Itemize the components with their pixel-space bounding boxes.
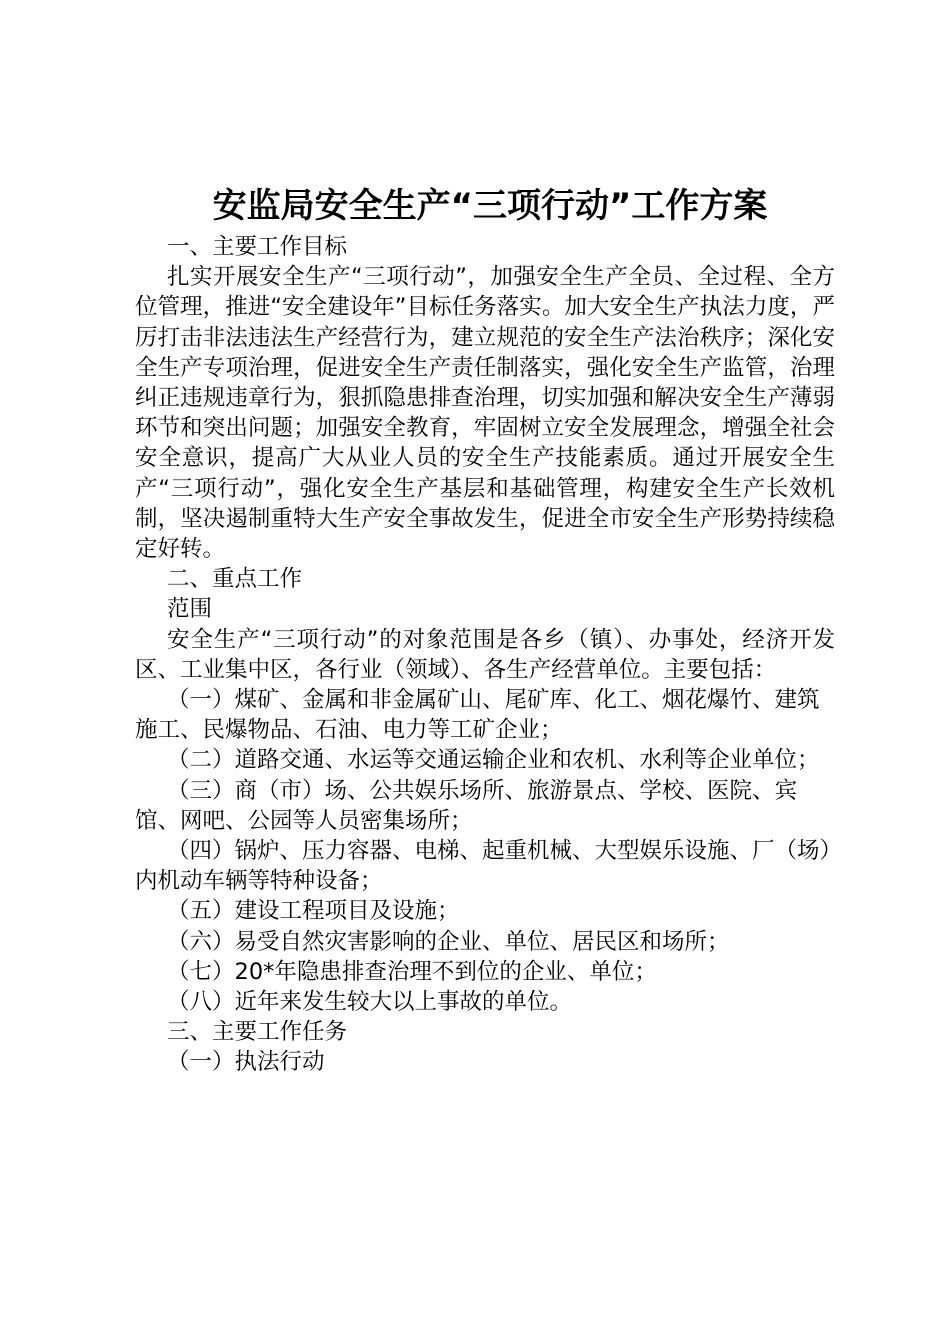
subheading-enforcement: （一）执法行动 — [167, 1049, 325, 1076]
document-page — [135, 180, 835, 1078]
section-heading-key-work: 二、重点工作 — [167, 566, 303, 593]
scope-item: （一）煤矿、金属和非金属矿山、尾矿库、化工、烟花爆竹、建筑施工、民爆物品、石油、电力等工矿企业； — [135, 687, 820, 744]
scope-item: （五）建设工程项目及设施； — [167, 898, 460, 925]
scope-item: （七）20*年隐患排查治理不到位的企业、单位； — [167, 958, 657, 985]
scope-item: （四）锅炉、压力容器、电梯、起重机械、大型娱乐设施、厂（场）内机动车辆等特种设备； — [135, 838, 831, 895]
section-heading-goals: 一、主要工作目标 — [167, 234, 348, 260]
scope-item: （二）道路交通、水运等交通运输企业和农机、水利等企业单位； — [167, 747, 820, 774]
section-body-goals: 扎实开展安全生产“三项行动”，加强安全生产全员、全过程、全方位管理，推进“安全建设年”目标任务落实。加大安全生产执法力度，严厉打击非法违法生产经营行为，建立规范的安全生产法治秩序；深化安全生产专项治理，促进安全生产责任制落实，强化安全生产监管，治理纠正违规违章行为，狠抓隐患排查治理，切实加强和解决安全生产薄弱环节和突出问题；加强安全教育，牢固树立安全发展理念，增强全社会安全意识，提高广大从业人员的安全生产技能素质。通过开展安全生产“三项行动”，强化安全生产基层和基础管理，构建安全生产长效机制，坚决遏制重特大生产安全事故发生，促进全市安全生产形势持续稳定好转。 — [135, 264, 835, 563]
document-title: 安监局安全生产“三项行动”工作方案 — [212, 186, 768, 226]
scope-item: （六）易受自然灾害影响的企业、单位、居民区和场所； — [167, 928, 730, 955]
subheading-scope: 范围 — [167, 596, 213, 623]
scope-intro: 安全生产“三项行动”的对象范围是各乡（镇）、办事处，经济开发区、工业集中区，各行业（领域）、各生产经营单位。主要包括： — [135, 626, 835, 683]
section-heading-tasks: 三、主要工作任务 — [167, 1019, 348, 1046]
scope-item: （三）商（市）场、公共娱乐场所、旅游景点、学校、医院、宾馆、网吧、公园等人员密集场所； — [135, 777, 798, 834]
scope-item: （八）近年来发生较大以上事故的单位。 — [167, 989, 573, 1016]
